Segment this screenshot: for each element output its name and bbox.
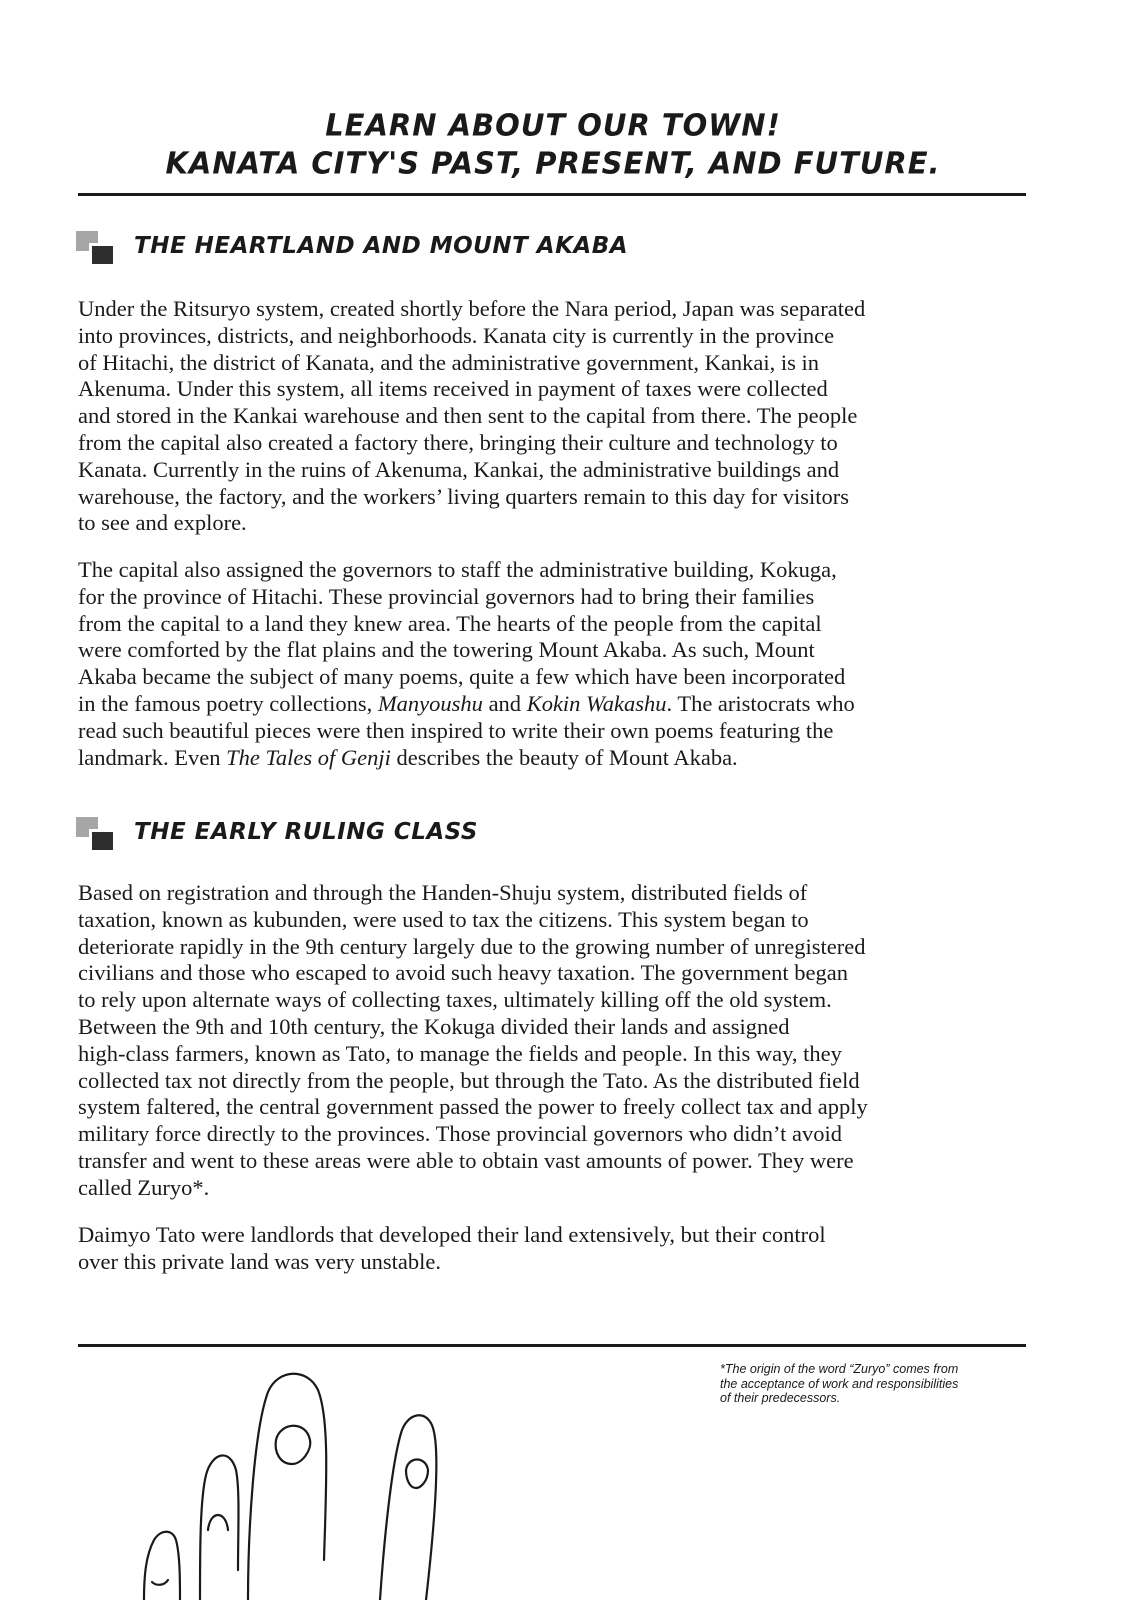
text-line: in the famous poetry collections, Manyoushu and Kokin Wakashu. The aristocrats who <box>78 690 855 716</box>
section-heading-ruling-class <box>76 814 478 850</box>
text-line: warehouse, the factory, and the workers’ living quarters remain to this day for visitors <box>78 483 850 509</box>
top-divider <box>78 193 1026 196</box>
section-heading-heartland <box>76 228 628 264</box>
finger-outline <box>380 1415 436 1600</box>
stacked-squares-icon <box>76 231 112 261</box>
text-line: Akaba became the subject of many poems, quite a few which have been incorporated <box>78 664 846 690</box>
page-title <box>78 106 1028 182</box>
text-line: from the capital also created a factory there, bringing their culture and technology to <box>78 429 838 455</box>
text-line: of Hitachi, the district of Kanata, and the administrative government, Kankai, is in <box>78 349 820 375</box>
finger-outline <box>248 1374 326 1600</box>
text-line: and stored in the Kankai warehouse and then sent to the capital from there. The people <box>78 403 858 429</box>
fingernail <box>406 1460 428 1489</box>
page-title-line-2: KANATA CITY'S PAST, PRESENT, AND FUTURE. <box>165 145 941 181</box>
finger-outline <box>200 1455 239 1600</box>
text-line: were comforted by the flat plains and the towering Mount Akaba. As such, Mount <box>78 637 815 663</box>
footnote-line: the acceptance of work and responsibilities <box>720 1376 959 1391</box>
text-line: Kanata. Currently in the ruins of Akenuma, Kankai, the administrative buildings and <box>78 456 840 482</box>
paragraph-daimyo-tato <box>78 1222 1028 1276</box>
text-line: into provinces, districts, and neighborhoods. Kanata city is currently in the province <box>78 322 835 348</box>
text-line: for the province of Hitachi. These provincial governors had to bring their families <box>78 583 815 609</box>
paragraph-handen-shuju <box>78 880 1028 1202</box>
text-line: read such beautiful pieces were then inspired to write their own poems featuring the <box>78 717 834 743</box>
text-line: taxation, known as kubunden, were used to tax the citizens. This system began to <box>78 906 809 932</box>
text-line: transfer and went to these areas were able to obtain vast amounts of power. They were <box>78 1147 854 1173</box>
footnote <box>720 1362 1020 1406</box>
paragraph-ritsuryo <box>78 296 1028 537</box>
text-line: high-class farmers, known as Tato, to manage the fields and people. In this way, they <box>78 1040 842 1066</box>
hand-illustration <box>130 1370 470 1600</box>
paragraph-governors <box>78 557 1028 771</box>
text-line: Under the Ritsuryo system, created shortly before the Nara period, Japan was separated <box>78 296 866 321</box>
text-line: Based on registration and through the Handen-Shuju system, distributed fields of <box>78 880 808 905</box>
text-line: Daimyo Tato were landlords that developed their land extensively, but their control <box>78 1222 826 1247</box>
text-line: collected tax not directly from the people, but through the Tato. As the distributed field <box>78 1067 860 1093</box>
footnote-line: of their predecessors. <box>720 1391 841 1405</box>
text-line: Akenuma. Under this system, all items received in payment of taxes were collected <box>78 376 828 402</box>
text-line: called Zuryo*. <box>78 1174 210 1200</box>
footnote-line: *The origin of the word “Zuryo” comes from <box>720 1362 959 1376</box>
fingernail <box>208 1515 228 1530</box>
text-line: Between the 9th and 10th century, the Kokuga divided their lands and assigned <box>78 1013 790 1039</box>
text-line: The capital also assigned the governors to staff the administrative building, Kokuga, <box>78 557 837 582</box>
finger-outline <box>144 1532 180 1600</box>
fingernail <box>152 1580 168 1585</box>
text-line: from the capital to a land they knew area. The hearts of the people from the capital <box>78 610 822 636</box>
text-line: to see and explore. <box>78 510 247 536</box>
book-title-manyoushu: Manyoushu <box>377 690 483 716</box>
text-line: military force directly to the provinces. Those provincial governors who didn’t avoid <box>78 1121 842 1147</box>
book-title-tales-of-genji: The Tales of Genji <box>226 744 391 770</box>
text-line: over this private land was very unstable. <box>78 1248 442 1274</box>
text-line: landmark. Even The Tales of Genji describes the beauty of Mount Akaba. <box>78 744 738 770</box>
text-line: system faltered, the central government passed the power to freely collect tax and apply <box>78 1094 868 1120</box>
text-line: to rely upon alternate ways of collecting taxes, ultimately killing off the old system. <box>78 987 832 1013</box>
page-title-line-1: LEARN ABOUT OUR TOWN! <box>325 107 781 143</box>
fingernail <box>276 1426 311 1464</box>
bottom-divider <box>78 1344 1026 1347</box>
text-line: civilians and those who escaped to avoid such heavy taxation. The government began <box>78 960 848 986</box>
section-title: THE EARLY RULING CLASS <box>134 819 478 845</box>
book-title-kokin-wakashu: Kokin Wakashu <box>526 690 667 716</box>
text-line: deteriorate rapidly in the 9th century largely due to the growing number of unregistered <box>78 933 866 959</box>
stacked-squares-icon <box>76 817 112 847</box>
section-title: THE HEARTLAND AND MOUNT AKABA <box>134 233 629 259</box>
